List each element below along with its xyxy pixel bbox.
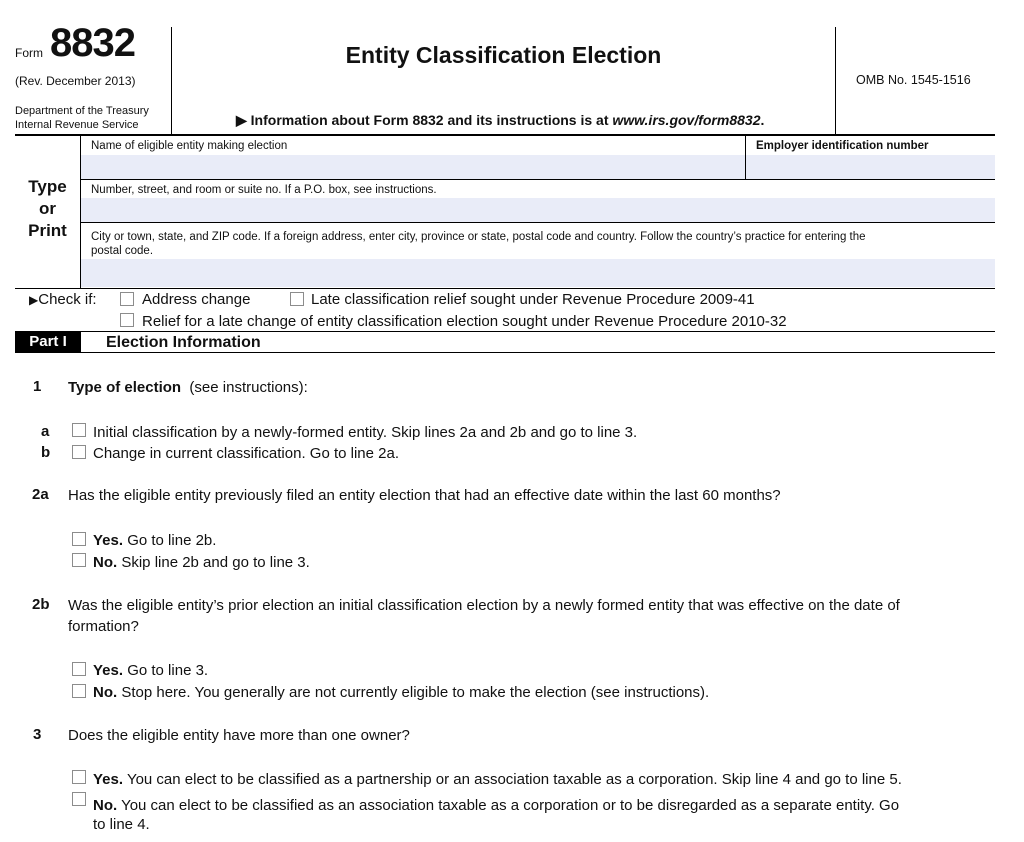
q2b-yes-label <box>93 661 208 680</box>
q3-number: 3 <box>33 726 42 743</box>
q3-yes-label <box>93 770 902 789</box>
info-line <box>236 112 764 129</box>
q2a-yes-bold: Yes. <box>93 532 124 549</box>
q1-label-bold: Type of election <box>68 379 182 396</box>
q2b-number: 2b <box>32 596 50 613</box>
or-word: or <box>39 199 56 218</box>
q2a-yes-checkbox[interactable] <box>72 532 86 546</box>
q2b-question-line2: formation? <box>68 618 139 635</box>
q2b-no-text: Stop here. You generally are not currently eligible to make the election (see instructions). <box>121 684 710 701</box>
q1-label-rest: (see instructions): <box>189 379 308 396</box>
q3-no-text-line2: to line 4. <box>93 816 150 833</box>
q1-number: 1 <box>33 378 42 395</box>
q3-no-text-line1: You can elect to be classified as an association taxable as a corporation or to be disregarded as a separate entity. Go <box>121 797 900 814</box>
type-or-print-label <box>15 176 80 242</box>
city-label-line2: postal code. <box>91 245 154 257</box>
late-change-label: Relief for a late change of entity classification election sought under Revenue Procedure 2010-32 <box>142 313 787 330</box>
check-arrow-icon: ▶ <box>29 293 39 307</box>
form-word: Form <box>15 46 43 60</box>
late-change-checkbox[interactable] <box>120 313 134 327</box>
q3-no-bold: No. <box>93 797 118 814</box>
q2b-yes-checkbox[interactable] <box>72 662 86 676</box>
part1-top-rule <box>15 331 995 332</box>
form-revision: (Rev. December 2013) <box>15 74 136 88</box>
q1a-text: Initial classification by a newly-formed entity. Skip lines 2a and 2b and go to line 3. <box>93 424 638 441</box>
address-change-checkbox[interactable] <box>120 292 134 306</box>
q3-no-checkbox[interactable] <box>72 792 86 806</box>
city-label-line1: City or town, state, and ZIP code. If a foreign address, enter city, province or state, postal code and country. Follow the country’s practice for entering the <box>91 231 866 243</box>
q2b-question-line1: Was the eligible entity’s prior election an initial classification election by a newly formed entity that was effective on the date of <box>68 597 900 614</box>
info-end: . <box>760 112 765 128</box>
department-line: Department of the Treasury <box>15 105 149 117</box>
name-row-rule <box>81 179 995 180</box>
q1-label <box>68 378 308 397</box>
ein-field[interactable] <box>746 155 995 179</box>
street-row-rule <box>81 222 995 223</box>
q2a-no-bold: No. <box>93 554 118 571</box>
entity-name-field[interactable] <box>81 155 745 179</box>
form-number: 8832 <box>50 21 135 65</box>
info-arrow-icon: ▶ <box>236 112 247 128</box>
q2a-question: Has the eligible entity previously filed an entity election that had an effective date within the last 60 months? <box>68 487 781 504</box>
q2b-yes-bold: Yes. <box>93 662 124 679</box>
q2b-no-checkbox[interactable] <box>72 684 86 698</box>
q3-yes-checkbox[interactable] <box>72 770 86 784</box>
q2b-no-bold: No. <box>93 684 118 701</box>
q1b-letter: b <box>41 444 51 461</box>
city-field[interactable] <box>81 259 995 287</box>
q3-yes-bold: Yes. <box>93 771 124 788</box>
q1b-text: Change in current classification. Go to line 2a. <box>93 445 399 462</box>
address-change-label: Address change <box>142 291 251 308</box>
q2a-no-label <box>93 553 310 572</box>
q2a-yes-label <box>93 531 216 550</box>
agency-line: Internal Revenue Service <box>15 119 139 131</box>
q1a-letter: a <box>41 423 50 440</box>
part1-bottom-rule <box>15 352 995 353</box>
q3-yes-text: You can elect to be classified as a partnership or an association taxable as a corporation. Skip line 4 and go to line 5. <box>126 771 902 788</box>
part1-title: Election Information <box>106 334 261 351</box>
part1-tag: Part I <box>15 332 81 352</box>
info-url[interactable]: www.irs.gov/form8832 <box>612 112 761 128</box>
q1b-checkbox[interactable] <box>72 445 86 459</box>
form-title: Entity Classification Election <box>345 42 662 68</box>
q3-question: Does the eligible entity have more than one owner? <box>68 727 410 744</box>
q2a-no-checkbox[interactable] <box>72 553 86 567</box>
q2b-yes-text: Go to line 3. <box>127 662 209 679</box>
print-word: Print <box>28 221 67 240</box>
q2a-yes-text: Go to line 2b. <box>127 532 217 549</box>
header-bottom-rule <box>15 134 995 136</box>
q2b-no-label <box>93 683 709 702</box>
check-if-text: Check if: <box>38 291 97 308</box>
check-if-label <box>29 290 97 310</box>
entity-name-label: Name of eligible entity making election <box>91 140 288 152</box>
q2a-no-text: Skip line 2b and go to line 3. <box>121 554 310 571</box>
q2a-number: 2a <box>32 486 49 503</box>
late-relief-label: Late classification relief sought under Revenue Procedure 2009-41 <box>311 291 755 308</box>
type-word: Type <box>28 177 67 196</box>
q3-no-label <box>93 796 899 815</box>
info-text: Information about Form 8832 and its instructions is at <box>250 112 613 128</box>
late-relief-checkbox[interactable] <box>290 292 304 306</box>
ein-label: Employer identification number <box>756 140 929 152</box>
street-label: Number, street, and room or suite no. If a P.O. box, see instructions. <box>91 184 437 196</box>
city-row-rule <box>15 288 995 289</box>
omb-number: OMB No. 1545-1516 <box>856 73 971 87</box>
q1a-checkbox[interactable] <box>72 423 86 437</box>
header-divider-right <box>835 27 836 135</box>
street-field[interactable] <box>81 198 995 222</box>
